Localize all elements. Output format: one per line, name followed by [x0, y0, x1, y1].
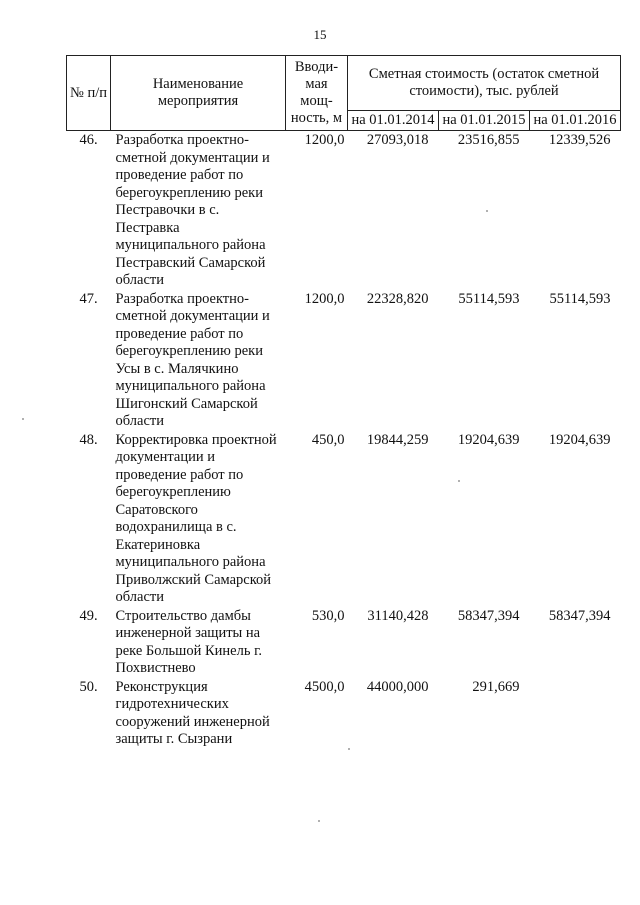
row-cost-2016 [530, 678, 621, 749]
row-capacity: 1200,0 [304, 290, 345, 307]
table-row [67, 678, 621, 749]
scan-speck [318, 820, 320, 822]
row-capacity: 450,0 [311, 431, 345, 448]
scan-speck [486, 210, 488, 212]
scan-speck [348, 748, 350, 750]
row-cost-2016: 58347,394 [548, 607, 611, 624]
scan-speck [22, 418, 24, 420]
row-name: Разработка проектно-сметной документации и проведение работ по берегоукреплению реки Пестравочки в с. Пестравка муниципального района Пестравский Самарской области [115, 132, 270, 288]
cost-table [66, 55, 621, 749]
table-row [67, 131, 621, 290]
row-cost-2014: 19844,259 [366, 431, 429, 448]
header-row-1 [67, 56, 621, 111]
row-cost-2015: 291,669 [472, 678, 520, 695]
row-name: Разработка проектно-сметной документации и проведение работ по берегоукреплению реки Усы в с. Малячкино муниципального района Шигонский Самарской области [115, 290, 270, 429]
row-name: Реконструкция гидротехнических сооружений инженерной защиты г. Сызрани [115, 678, 270, 747]
header-cost: Сметная стоимость (остаток сметной стоимости), тыс. рублей [348, 56, 621, 111]
row-cost-2014: 22328,820 [366, 290, 429, 307]
table-row [67, 290, 621, 431]
row-name: Строительство дамбы инженерной защиты на реке Большой Кинель г. Похвистнево [115, 607, 263, 676]
page-number: 15 [313, 27, 327, 42]
header-capacity: Вводи-мая мощ-ность, м [286, 56, 348, 131]
row-name: Корректировка проектной документации и проведение работ по берегоукреплению Саратовского водохранилища в с. Екатериновка муниципального района Приволжский Самарской области [115, 431, 277, 605]
row-cost-2015: 58347,394 [457, 607, 520, 624]
row-cost-2014: 31140,428 [367, 607, 429, 624]
row-capacity: 4500,0 [304, 678, 345, 695]
row-cost-2014: 44000,000 [366, 678, 429, 695]
row-cost-2016: 12339,526 [548, 132, 611, 148]
row-num: 46. [79, 132, 98, 148]
row-num: 47. [79, 290, 98, 307]
row-capacity: 530,0 [311, 607, 345, 624]
header-date-2015: на 01.01.2015 [439, 111, 530, 131]
table-row [67, 431, 621, 607]
row-cost-2014: 27093,018 [366, 132, 429, 148]
header-name: Наименование мероприятия [111, 56, 286, 131]
row-cost-2015: 55114,593 [458, 290, 520, 307]
row-cost-2015: 23516,855 [457, 132, 520, 148]
row-num: 50. [79, 678, 98, 695]
row-cost-2015: 19204,639 [457, 431, 520, 448]
row-capacity: 1200,0 [304, 132, 345, 148]
row-cost-2016: 19204,639 [548, 431, 611, 448]
row-num: 49. [79, 607, 98, 624]
row-cost-2016: 55114,593 [549, 290, 611, 307]
scan-speck [458, 480, 460, 482]
header-date-2016: на 01.01.2016 [530, 111, 621, 131]
table-row [67, 607, 621, 678]
row-num: 48. [79, 431, 98, 448]
header-num: № п/п [67, 56, 111, 131]
header-date-2014: на 01.01.2014 [348, 111, 439, 131]
